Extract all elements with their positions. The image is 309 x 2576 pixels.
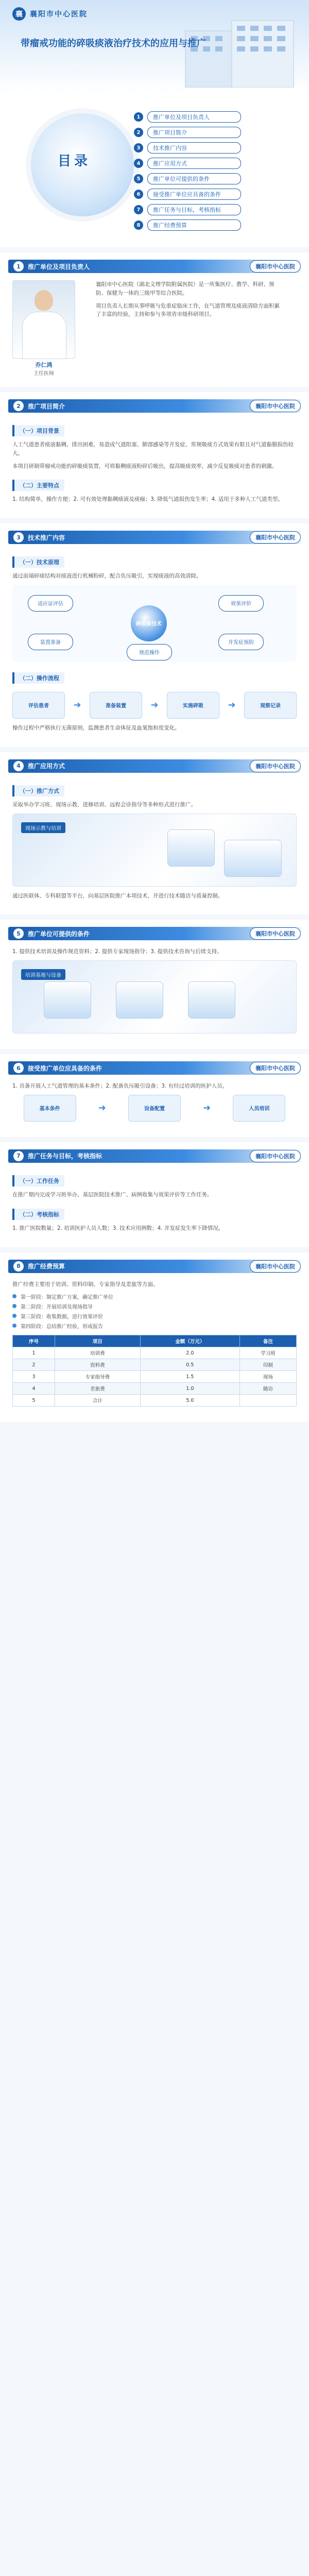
toc-list [134,111,288,235]
section-header [8,1147,301,1165]
table-row [13,1347,297,1359]
toc-item-label: 推广经费预算 [147,219,241,231]
conditions-flow [12,1095,297,1122]
arrow-right-icon: ➜ [228,700,236,711]
table-cell: 培训费 [55,1347,141,1359]
toc-item-number: 4 [134,159,143,168]
section-header [8,258,301,275]
equipment-icon [44,981,91,1019]
toc-item-label: 推广应用方式 [147,158,241,169]
table-row [13,1395,297,1406]
doctor-portrait-icon [12,280,75,359]
toc-item[interactable] [134,189,288,200]
section-brand: 襄阳市中心医院 [250,1062,301,1074]
section-3 [0,523,309,747]
device-icon [167,829,215,867]
toc-item-label: 推广单位及项目负责人 [147,111,241,123]
table-cell [240,1395,297,1406]
process-flow [12,692,297,719]
flow-step: 基本条件 [24,1095,76,1122]
section-title: 接受推广单位应具备的条件 [28,1064,102,1072]
section-number: 3 [13,532,24,543]
diagram-node: 并发症预防 [218,634,264,650]
sub-heading: （二）考核指标 [12,1209,64,1220]
section-number: 4 [13,761,24,771]
toc-title: 目录 [58,154,91,169]
flow-step: 评估患者 [12,692,65,719]
table-cell: 0.5 [140,1359,239,1371]
hospital-name: 襄阳市中心医院 [30,10,88,19]
section-title: 推广单位可提供的条件 [28,930,90,938]
section-brand: 襄阳市中心医院 [250,400,301,412]
timeline-text: 第二阶段：开展培训及现场指导 [21,1304,93,1311]
timeline [12,1293,297,1330]
toc-item-number: 2 [134,128,143,137]
bullet-icon [12,1294,16,1298]
section-header [8,1258,301,1275]
paragraph: 1. 具备开展人工气道管理的基本条件；2. 配备负压吸引设备；3. 有经过培训的医护人员。 [12,1083,228,1090]
arrow-right-icon: ➜ [98,1103,106,1114]
table-cell: 1 [13,1347,55,1359]
table-row [13,1383,297,1395]
diagram-center: 碎吸痰技术 [131,605,167,641]
table-cell: 5 [13,1395,55,1406]
paragraph: 采取举办学习班、现场示教、进修培训、远程会诊指导等多种形式进行推广。 [12,801,196,808]
arrow-right-icon: ➜ [73,700,81,711]
flow-step: 观察记录 [244,692,297,719]
table-cell: 3 [13,1371,55,1383]
timeline-text: 第四阶段：总结推广经验，形成报告 [21,1324,103,1330]
diagram-node: 规范操作 [127,644,172,660]
arrow-right-icon: ➜ [150,700,159,711]
paragraph: 通过前端碎痰结构对痰液进行机械粉碎，配合负压吸引，实现痰液的高效清除。 [12,573,202,580]
timeline-item [12,1312,297,1320]
section-7 [0,1142,309,1247]
paragraph: 推广经费主要用于培训、资料印制、专家指导及差旅等方面。 [12,1281,159,1287]
section-number: 8 [13,1261,24,1272]
table-cell: 5.0 [140,1395,239,1406]
toc-item-label: 接受推广单位应具备的条件 [147,189,241,200]
flow-step: 设备配置 [128,1095,181,1122]
table-cell: 专家指导费 [55,1371,141,1383]
flow-step: 人员培训 [233,1095,285,1122]
toc-item[interactable] [134,142,288,154]
section-number: 2 [13,401,24,411]
section-number: 6 [13,1063,24,1073]
technique-diagram [12,585,297,662]
toc-item[interactable] [134,204,288,215]
paragraph: 项目负责人长期从事呼吸与危重症临床工作，在气道管理及痰液清除方面积累了丰富的经验，主持和参与多项省市级科研项目。 [96,302,280,318]
hospital-logo [12,7,88,21]
sub-heading: （一）推广方式 [12,785,64,796]
toc-item-number: 6 [134,190,143,199]
training-image [12,814,297,887]
section-brand: 襄阳市中心医院 [250,927,301,940]
paragraph: 人工气道患者痰液黏稠、排出困难，易造成气道阻塞、肺部感染等并发症，常规吸痰方式效果有限且对气道黏膜损伤较大。 [12,442,294,456]
section-number: 7 [13,1151,24,1161]
flow-step: 实施碎吸 [167,692,219,719]
column-header: 备注 [240,1335,297,1347]
toc-item-label: 推广项目简介 [147,127,241,138]
section-header [8,397,301,415]
timeline-text: 第三阶段：收集数据，进行效果评价 [21,1314,103,1320]
sub-heading: （一）项目背景 [12,425,64,436]
hero-title: 带瘤戒功能的碎吸痰液治疗技术的应用与推广 [21,38,206,49]
sub-heading: （一）技术原理 [12,556,64,568]
section-5 [0,920,309,1049]
section-title: 推广应用方式 [28,762,65,770]
equipment-icon [116,981,163,1019]
hospital-building-icon [175,15,304,88]
table-cell: 印制 [240,1359,297,1371]
toc-item-number: 3 [134,143,143,152]
table-cell: 2 [13,1359,55,1371]
timeline-item [12,1302,297,1310]
paragraph: 1. 提供技术培训及操作规范资料；2. 提供专家现场指导；3. 提供技术咨询与后续支持。 [12,948,222,955]
top-banner [0,0,309,93]
table-row [13,1371,297,1383]
section-number: 5 [13,928,24,939]
section-title: 技术推广内容 [28,534,65,541]
toc-item-label: 技术推广内容 [147,142,241,154]
paragraph: 通过医联体、专科联盟等平台，向基层医院推广本项技术，并进行技术随访与质量控制。 [12,892,224,899]
device-icon [224,840,282,877]
table-cell: 合计 [55,1395,141,1406]
section-8 [0,1252,309,1422]
table-cell: 4 [13,1383,55,1395]
toc-item-number: 1 [134,112,143,122]
diagram-node: 装置准备 [28,634,73,650]
toc-item-label: 推广单位可提供的条件 [147,173,241,184]
section-title: 推广项目简介 [28,402,65,410]
toc-item-number: 7 [134,205,143,214]
table-row [13,1359,297,1371]
logo-mark-icon: 襄 [12,7,26,21]
toc-item[interactable] [134,173,288,184]
section-brand: 襄阳市中心医院 [250,1260,301,1273]
toc-item-number: 8 [134,221,143,230]
table-cell: 1.5 [140,1371,239,1383]
section-2 [0,392,309,518]
timeline-item [12,1293,297,1300]
paragraph: 襄阳市中心医院（湖北文理学院附属医院）是一所集医疗、教学、科研、预防、保健为一体的三级甲等综合医院。 [96,281,274,296]
paragraph: 1. 结构简单，操作方便；2. 可有效处理黏稠痰液及痰痂；3. 降低气道损伤发生率；4. 适用于多种人工气道类型。 [12,496,283,503]
section-brand: 襄阳市中心医院 [250,1150,301,1162]
table-cell: 随访 [240,1383,297,1395]
paragraph: 在推广期内完成学习班举办、基层医院技术推广、病例收集与效果评价等工作任务。 [12,1191,213,1198]
section-brand: 襄阳市中心医院 [250,760,301,772]
bullet-icon [12,1324,16,1328]
timeline-text: 第一阶段：制定推广方案，确定推广单位 [21,1295,113,1301]
section-title: 推广单位及项目负责人 [28,263,90,270]
flow-step: 准备装置 [90,692,142,719]
person-intro [12,280,297,377]
column-header: 项目 [55,1335,141,1347]
toc-item[interactable] [134,158,288,169]
timeline-item [12,1322,297,1330]
section-title: 推广任务与目标，考核指标 [28,1153,102,1160]
toc-item[interactable] [134,127,288,138]
section-number: 1 [13,261,24,272]
table-header-row [13,1335,297,1347]
paragraph: 操作过程中严格执行无菌原则，监测患者生命体征及血氧饱和度变化。 [12,724,180,731]
person-description [83,280,297,377]
bullet-icon [12,1314,16,1318]
toc-item[interactable] [134,219,288,231]
section-header [8,529,301,546]
bullet-icon [12,1304,16,1308]
table-of-contents [0,93,309,247]
diagram-node: 适应证评估 [28,595,73,612]
section-title: 推广经费预算 [28,1263,65,1270]
section-1 [0,252,309,387]
table-cell: 学习班 [240,1347,297,1359]
table-cell: 2.0 [140,1347,239,1359]
toc-item[interactable] [134,111,288,123]
section-4 [0,752,309,915]
equipment-icon [188,981,235,1019]
section-header [8,1059,301,1077]
column-header: 金额（万元） [140,1335,239,1347]
table-cell: 资料费 [55,1359,141,1371]
table-cell: 差旅费 [55,1383,141,1395]
section-brand: 襄阳市中心医院 [250,260,301,273]
diagram-node: 效果评价 [218,595,264,612]
toc-item-label: 推广任务与目标，考核指标 [147,204,241,215]
person-title: 主任医师 [33,371,54,377]
toc-item-number: 5 [134,174,143,183]
section-6 [0,1054,309,1137]
arrow-right-icon: ➜ [203,1103,211,1114]
person-name: 乔仁鸿 [35,362,53,368]
paragraph: 本项目研制带瘤戒功能的碎吸痰装置，可将黏稠痰液粉碎后吸出，提高吸痰效率，减少反复吸痰对患者的刺激。 [12,463,278,469]
sub-heading: （一）工作任务 [12,1175,64,1187]
section-header [8,925,301,942]
sub-heading: （二）操作流程 [12,672,64,684]
image-caption: 现场示教与培训 [21,822,65,833]
table-cell: 1.0 [140,1383,239,1395]
budget-table [12,1335,297,1406]
section-header [8,757,301,775]
column-header: 序号 [13,1335,55,1347]
paragraph: 1. 推广医院数量；2. 培训医护人员人数；3. 技术应用例数；4. 并发症发生率下降情况。 [12,1225,224,1231]
table-cell: 现场 [240,1371,297,1383]
facility-image [12,960,297,1033]
section-brand: 襄阳市中心医院 [250,531,301,544]
image-caption: 培训基地与设备 [21,969,65,980]
sub-heading: （二）主要特点 [12,480,64,491]
